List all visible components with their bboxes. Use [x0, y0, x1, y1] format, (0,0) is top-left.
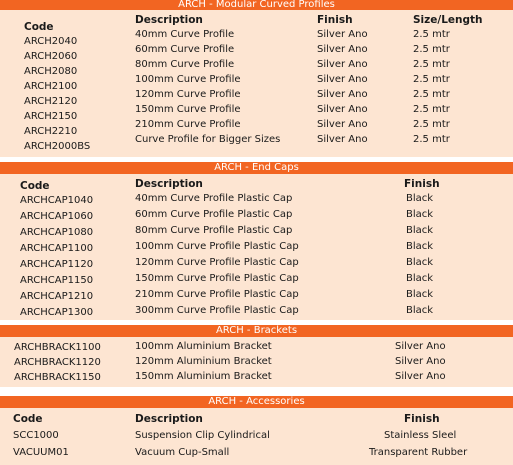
table-cell-code: ARCHCAP1060 [20, 211, 94, 222]
table-cell-size: 2.5 mtr [413, 74, 450, 85]
profiles-table [0, 10, 513, 157]
table-cell-size: 2.5 mtr [413, 59, 450, 70]
table-cell-description: 210mm Curve Profile Plastic Cap [135, 289, 299, 300]
table-cell-size: 2.5 mtr [413, 44, 450, 55]
table-cell-code: VACUUM01 [13, 447, 69, 458]
end-caps-finish-header: Finish [404, 178, 440, 190]
table-cell-finish: Silver Ano [317, 44, 368, 55]
table-cell-finish: Black [406, 209, 434, 220]
table-cell-description: 150mm Curve Profile [135, 104, 241, 115]
table-cell-code: ARCHCAP1150 [20, 275, 94, 286]
table-cell-code: ARCH2080 [24, 66, 78, 77]
table-cell-size: 2.5 mtr [413, 119, 450, 130]
end-caps-title-bar: ARCH - End Caps [0, 162, 513, 174]
brackets-table [0, 337, 513, 387]
table-cell-finish: Black [406, 241, 434, 252]
table-cell-code: ARCHBRACK1100 [14, 342, 101, 353]
table-cell-code: ARCH2060 [24, 51, 78, 62]
table-cell-code: ARCH2040 [24, 36, 78, 47]
table-cell-description: 40mm Curve Profile Plastic Cap [135, 193, 293, 204]
table-cell-description: 210mm Curve Profile [135, 119, 241, 130]
table-cell-finish: Silver Ano [395, 341, 446, 352]
brackets-title-bar: ARCH - Brackets [0, 325, 513, 337]
table-cell-code: ARCH2210 [24, 126, 78, 137]
accessories-code-header: Code [13, 413, 43, 425]
table-cell-finish: Black [406, 273, 434, 284]
table-cell-description: 100mm Aluminium Bracket [135, 341, 272, 352]
table-cell-finish: Silver Ano [317, 29, 368, 40]
profiles-size-header: Size/Length [413, 14, 483, 26]
table-cell-description: 150mm Aluminium Bracket [135, 371, 272, 382]
table-cell-code: ARCH2000BS [24, 141, 91, 152]
table-cell-description: 60mm Curve Profile [135, 44, 235, 55]
table-cell-code: ARCHCAP1120 [20, 259, 94, 270]
table-cell-code: ARCHCAP1040 [20, 195, 94, 206]
table-cell-size: 2.5 mtr [413, 134, 450, 145]
table-cell-code: ARCHCAP1100 [20, 243, 94, 254]
table-cell-finish: Silver Ano [317, 59, 368, 70]
table-cell-description: Vacuum Cup-Small [135, 447, 230, 458]
accessories-table [0, 408, 513, 465]
end-caps-code-header: Code [20, 180, 50, 192]
table-cell-finish: Silver Ano [317, 104, 368, 115]
table-cell-description: 100mm Curve Profile [135, 74, 241, 85]
end-caps-description-header: Description [135, 178, 203, 190]
table-cell-description: Suspension Clip Cylindrical [135, 430, 270, 441]
table-cell-finish: Black [406, 225, 434, 236]
profiles-code-header: Code [24, 21, 54, 33]
profiles-finish-header: Finish [317, 14, 353, 26]
profiles-title-bar: ARCH - Modular Curved Profiles [0, 0, 513, 10]
table-cell-finish: Black [406, 289, 434, 300]
table-cell-size: 2.5 mtr [413, 89, 450, 100]
table-cell-finish: Silver Ano [317, 89, 368, 100]
table-cell-description: 300mm Curve Profile Plastic Cap [135, 305, 299, 316]
table-cell-code: ARCHCAP1080 [20, 227, 94, 238]
table-cell-code: SCC1000 [13, 430, 59, 441]
table-cell-finish: Black [406, 305, 434, 316]
table-cell-finish: Transparent Rubber [369, 447, 468, 458]
table-cell-description: 120mm Aluminium Bracket [135, 356, 272, 367]
table-cell-description: 120mm Curve Profile Plastic Cap [135, 257, 299, 268]
accessories-title-bar: ARCH - Accessories [0, 396, 513, 408]
table-cell-finish: Silver Ano [395, 356, 446, 367]
table-cell-description: Curve Profile for Bigger Sizes [135, 134, 281, 145]
table-cell-description: 100mm Curve Profile Plastic Cap [135, 241, 299, 252]
table-cell-finish: Silver Ano [317, 74, 368, 85]
table-cell-finish: Black [406, 193, 434, 204]
table-cell-finish: Stainless Sleel [384, 430, 457, 441]
table-cell-description: 80mm Curve Profile Plastic Cap [135, 225, 293, 236]
table-cell-code: ARCHCAP1300 [20, 307, 94, 318]
table-cell-size: 2.5 mtr [413, 29, 450, 40]
table-cell-code: ARCHBRACK1120 [14, 357, 101, 368]
table-cell-code: ARCH2100 [24, 81, 78, 92]
table-cell-code: ARCH2150 [24, 111, 78, 122]
table-cell-finish: Silver Ano [395, 371, 446, 382]
table-cell-description: 60mm Curve Profile Plastic Cap [135, 209, 293, 220]
table-cell-code: ARCHBRACK1150 [14, 372, 101, 383]
table-cell-code: ARCHCAP1210 [20, 291, 94, 302]
accessories-finish-header: Finish [404, 413, 440, 425]
table-cell-description: 40mm Curve Profile [135, 29, 235, 40]
accessories-description-header: Description [135, 413, 203, 425]
profiles-description-header: Description [135, 14, 203, 26]
table-cell-description: 150mm Curve Profile Plastic Cap [135, 273, 299, 284]
table-cell-description: 120mm Curve Profile [135, 89, 241, 100]
table-cell-finish: Black [406, 257, 434, 268]
table-cell-finish: Silver Ano [317, 134, 368, 145]
end-caps-table [0, 174, 513, 320]
table-cell-description: 80mm Curve Profile [135, 59, 235, 70]
table-cell-size: 2.5 mtr [413, 104, 450, 115]
table-cell-finish: Silver Ano [317, 119, 368, 130]
table-cell-code: ARCH2120 [24, 96, 78, 107]
